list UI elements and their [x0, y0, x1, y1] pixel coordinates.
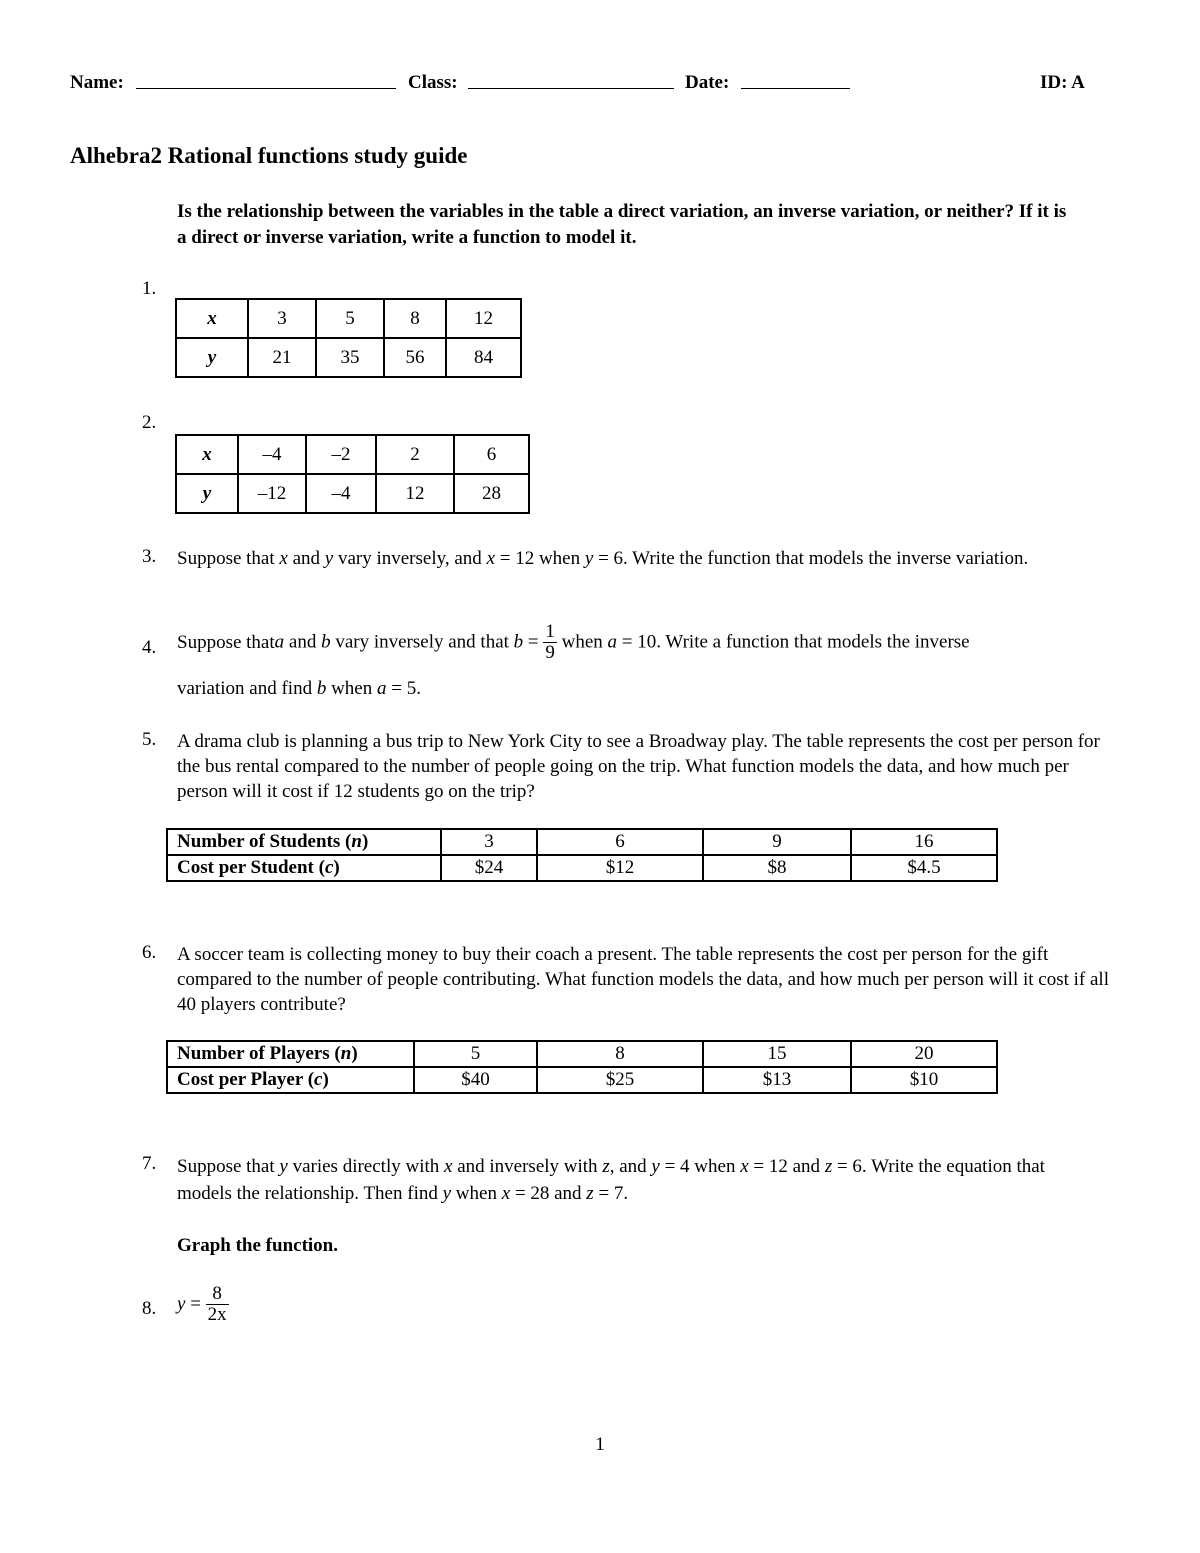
q4-line1: Suppose thata and b vary inversely and that b = $\frac{1}{9}$ when a = 10. Write a function that models the inverse	[177, 621, 970, 663]
q5-cell: $4.5	[851, 855, 997, 881]
q6-row2-label: Cost per Player (c)	[167, 1067, 414, 1093]
q1-y-cell: 21	[248, 338, 316, 377]
q7-text: Suppose that y varies directly with x and inversely with z, and y = 4 when x = 12 and z = 6. Write the equation that models the relationship. Then find y when x = 28 and z = 7.	[177, 1156, 1045, 1204]
q6-cost-row	[167, 1067, 997, 1093]
q6-cell: 5	[414, 1041, 537, 1067]
q5-cell: 16	[851, 829, 997, 855]
q5-cell: $24	[441, 855, 537, 881]
q2-x-cell: 2	[376, 435, 454, 474]
q1-table	[175, 298, 522, 378]
q4-fraction: $\frac{1}{9}$	[545, 621, 555, 663]
q2-y-cell: –12	[238, 474, 306, 513]
q1-x-cell: 3	[248, 299, 316, 338]
q6-cell: $10	[851, 1067, 997, 1093]
q5-cell: 3	[441, 829, 537, 855]
q5-table	[166, 828, 998, 882]
q6-players-row	[167, 1041, 997, 1067]
q5-cell: 9	[703, 829, 851, 855]
q1-y-row	[176, 338, 521, 377]
q2-number: 2.	[142, 412, 157, 433]
q2-x-label: x	[176, 435, 238, 474]
q2-y-cell: 28	[454, 474, 529, 513]
q5-cell: $8	[703, 855, 851, 881]
q1-number: 1.	[142, 278, 157, 299]
class-label: Class:	[408, 72, 458, 93]
date-label: Date:	[685, 72, 730, 93]
q8-number: 8.	[142, 1298, 157, 1319]
page-number: 1	[595, 1434, 605, 1455]
q5-row2-label: Cost per Student (c)	[167, 855, 441, 881]
q6-cell: 15	[703, 1041, 851, 1067]
q6-number: 6.	[142, 942, 157, 963]
instructions: Is the relationship between the variables in the table a direct variation, an inverse variation, or neither? If it is a direct or inverse variation, write a function to model it.	[177, 201, 1067, 248]
q5-cell: $12	[537, 855, 703, 881]
q1-x-cell: 5	[316, 299, 384, 338]
q1-x-label: x	[176, 299, 248, 338]
q6-cell: $40	[414, 1067, 537, 1093]
q5-text: A drama club is planning a bus trip to New York City to see a Broadway play. The table represents the cost per person for the bus rental compared to the number of people going on the trip. What function models the data, and how much per person will it cost if 12 students go on the trip?	[177, 731, 1100, 802]
q2-y-label: y	[176, 474, 238, 513]
q3-number: 3.	[142, 546, 157, 567]
q5-row1-label: Number of Students (n)	[167, 829, 441, 855]
q5-cell: 6	[537, 829, 703, 855]
q2-y-cell: –4	[306, 474, 376, 513]
q2-y-cell: 12	[376, 474, 454, 513]
page-title: Alhebra2 Rational functions study guide	[70, 143, 468, 168]
q8-equation: y = $\frac{8}{2x}$	[177, 1283, 227, 1325]
q5-number: 5.	[142, 729, 157, 750]
q6-cell: $13	[703, 1067, 851, 1093]
q6-row1-label: Number of Players (n)	[167, 1041, 414, 1067]
q8-fraction: $\frac{8}{2x}$	[207, 1283, 227, 1325]
q1-y-cell: 56	[384, 338, 446, 377]
q4-line2: variation and find b when a = 5.	[177, 678, 421, 699]
graph-heading: Graph the function.	[177, 1235, 338, 1256]
q5-cost-row	[167, 855, 997, 881]
header	[70, 72, 1100, 102]
q2-x-cell: 6	[454, 435, 529, 474]
q7-number: 7.	[142, 1153, 157, 1174]
q6-cell: $25	[537, 1067, 703, 1093]
q6-text: A soccer team is collecting money to buy their coach a present. The table represents the cost per person for the gift compared to the number of people contributing. What function models the data, and how much per person will it cost if all 40 players contribute?	[177, 944, 1109, 1015]
id-label: ID: A	[1040, 72, 1085, 93]
q1-x-cell: 8	[384, 299, 446, 338]
q6-cell: 8	[537, 1041, 703, 1067]
q2-x-cell: –4	[238, 435, 306, 474]
q1-y-label: y	[176, 338, 248, 377]
q2-x-row	[176, 435, 529, 474]
q1-x-cell: 12	[446, 299, 521, 338]
q2-x-cell: –2	[306, 435, 376, 474]
q1-y-cell: 35	[316, 338, 384, 377]
q4-number: 4.	[142, 637, 157, 658]
q6-cell: 20	[851, 1041, 997, 1067]
q2-y-row	[176, 474, 529, 513]
q3-text: Suppose that x and y vary inversely, and x = 12 when y = 6. Write the function that models the inverse variation.	[177, 548, 1029, 569]
name-label: Name:	[70, 72, 124, 93]
q6-table	[166, 1040, 998, 1094]
q5-students-row	[167, 829, 997, 855]
q1-y-cell: 84	[446, 338, 521, 377]
q1-x-row	[176, 299, 521, 338]
q2-table	[175, 434, 530, 514]
